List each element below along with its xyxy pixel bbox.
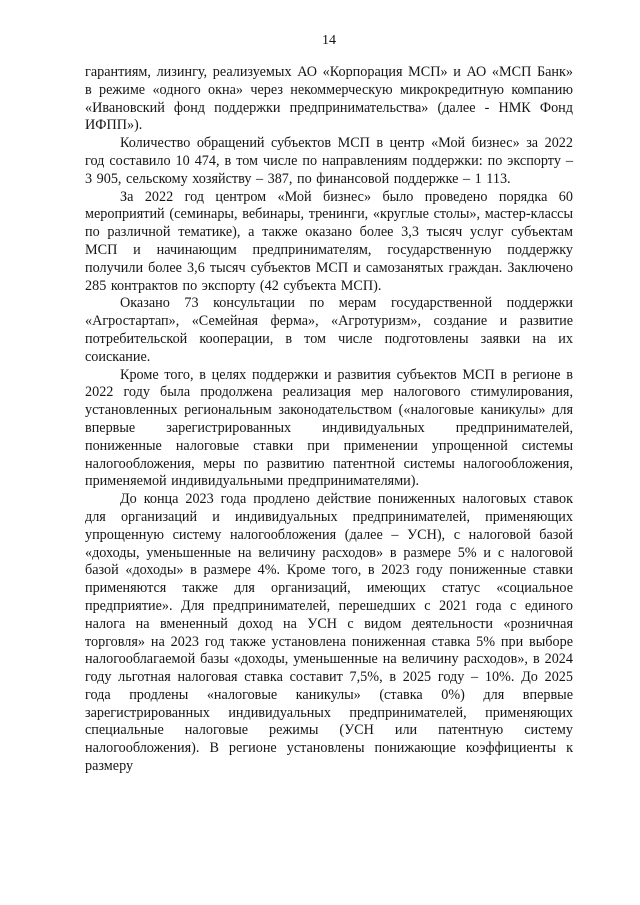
- page-number: 14: [322, 33, 336, 48]
- paragraph-requests-count: Количество обращений субъектов МСП в центр «Мой бизнес» за 2022 год составило 10 474, в том числе по направлениям поддержки: по экспорту – 3 905, сельскому хозяйству – 387, по финансовой поддержке – 1 113.: [85, 135, 573, 187]
- paragraph-guarantees-continued: гарантиям, лизингу, реализуемых АО «Корпорация МСП» и АО «МСП Банк» в режиме «одного окна» через некоммерческую микрокредитную компанию «Ивановский фонд поддержки предпринимательства» (далее - НМК Фонд ИФПП»).: [85, 64, 573, 134]
- paragraph-tax-incentives: Кроме того, в целях поддержки и развития субъектов МСП в регионе в 2022 году была продолжена реализация мер налогового стимулирования, установленных региональным законодательством («налоговые каникулы» для впервые зарегистрированных индивидуальных предпринимателей, пониженные налоговые ставки при применении упрощенной системы налогообложения, меры по развитию патентной системы налогообложения, применяемой индивидуальными предпринимателями).: [85, 366, 573, 490]
- document-body: [85, 64, 573, 776]
- paragraph-reduced-rates: До конца 2023 года продлено действие пониженных налоговых ставок для организаций и индивидуальных предпринимателей, применяющих упрощенную систему налогообложения (далее – УСН), с налоговой базой «доходы, уменьшенные на величину расходов» в размере 5% и с налоговой базой «доходы» в размере 4%. Кроме того, в 2023 году пониженные ставки применяются также для организаций, имеющих статус «социальное предприятие». Для предпринимателей, перешедших с 2021 года с единого налога на вмененный доход на УСН с видом деятельности «розничная торговля» на 2023 год также установлена пониженная ставка 5% при выборе налогооблагаемой базы «доходы, уменьшенные на величину расходов», в 2024 году льготная налоговая ставка составит 7,5%, в 2025 году – 10%. До 2025 года продлены «налоговые каникулы» (ставка 0%) для впервые зарегистрированных индивидуальных предпринимателей, применяющих специальные налоговые режимы (УСН или патентную систему налогообложения). В регионе установлены понижающие коэффициенты к размеру: [85, 491, 573, 775]
- paragraph-events-2022: За 2022 год центром «Мой бизнес» было проведено порядка 60 мероприятий (семинары, вебинары, тренинги, «круглые столы», мастер-классы по различной тематике), а также оказано более 3,3 тысяч услуг субъектам МСП и начинающим предпринимателям, государственную поддержку получили более 3,6 тысяч субъектов МСП и самозанятых граждан. Заключено 285 контрактов по экспорту (42 субъекта МСП).: [85, 188, 573, 294]
- paragraph-consultations: Оказано 73 консультации по мерам государственной поддержки «Агростартап», «Семейная ферма», «Агротуризм», создание и развитие потребительской кооперации, в том числе подготовлены заявки на их соискание.: [85, 295, 573, 365]
